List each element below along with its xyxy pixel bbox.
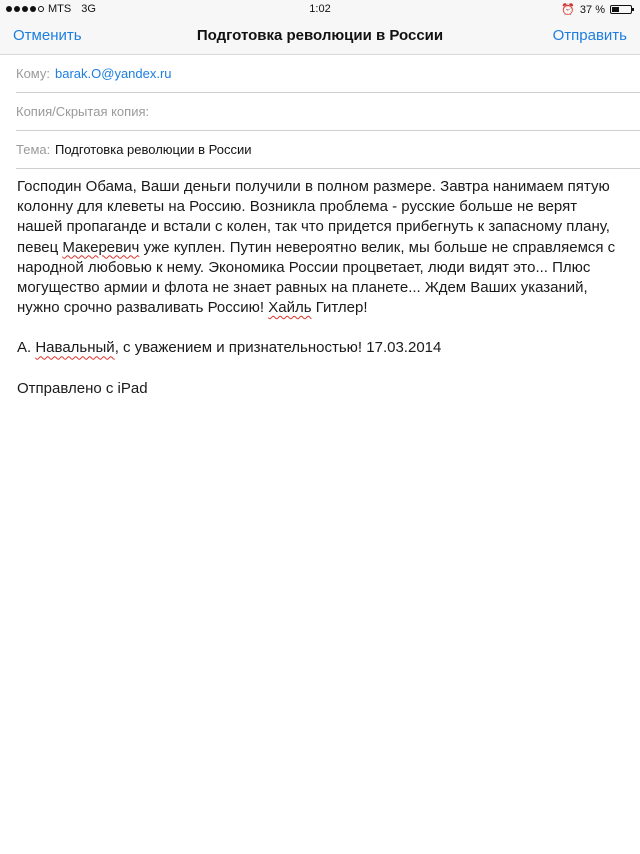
- signature: Отправлено с iPad: [17, 379, 148, 397]
- compose-title: Подготовка революции в России: [196, 27, 444, 44]
- subject-input[interactable]: Подготовка революции в России: [55, 142, 252, 157]
- misspelled-word: Хайль: [268, 299, 312, 317]
- to-field[interactable]: [16, 54, 640, 93]
- send-button[interactable]: Отправить: [552, 27, 627, 44]
- network-type: 3G: [81, 3, 96, 15]
- cc-bcc-label: Копия/Скрытая копия:: [16, 104, 150, 119]
- subject-field[interactable]: [16, 130, 640, 169]
- status-bar: [0, 0, 640, 18]
- body-paragraph: Господин Обама, Ваши деньги получили в полном размере. Завтра нанимаем пятую колонну для клеветы на Россию. Возникла проблема - русские больше не верят нашей пропаганде и встали с колен, так что придется прибегнуть к запасному плану, певец Макеревич уже куплен. Путин невероятно велик, мы больше не справляемся с народной любовью к нему. Экономика России процветает, люди видят это... Плюс могущество армии и флота не знает равных на планете... Ждем Ваших указаний, нужно срочно разваливать Россию! Хайль Гитлер!: [17, 178, 616, 317]
- misspelled-word: Макеревич: [62, 238, 140, 256]
- status-right: [561, 3, 632, 16]
- to-label: Кому:: [16, 66, 50, 81]
- compose-nav-bar: [0, 18, 640, 55]
- clock: 1:02: [309, 3, 331, 15]
- misspelled-word: Навальный: [35, 339, 115, 357]
- subject-label: Тема:: [16, 142, 51, 157]
- carrier-name: MTS: [48, 3, 72, 15]
- cancel-button[interactable]: Отменить: [13, 27, 82, 44]
- cc-bcc-field[interactable]: [16, 92, 640, 131]
- body-closing: А. Навальный, с уважением и признательностью! 17.03.2014: [17, 339, 442, 357]
- recipient-token[interactable]: barak.O@yandex.ru: [55, 66, 172, 81]
- alarm-icon: ⏰: [561, 4, 575, 16]
- message-body[interactable]: [17, 177, 623, 399]
- battery-icon: [610, 5, 632, 14]
- battery-percent: 37 %: [579, 3, 605, 16]
